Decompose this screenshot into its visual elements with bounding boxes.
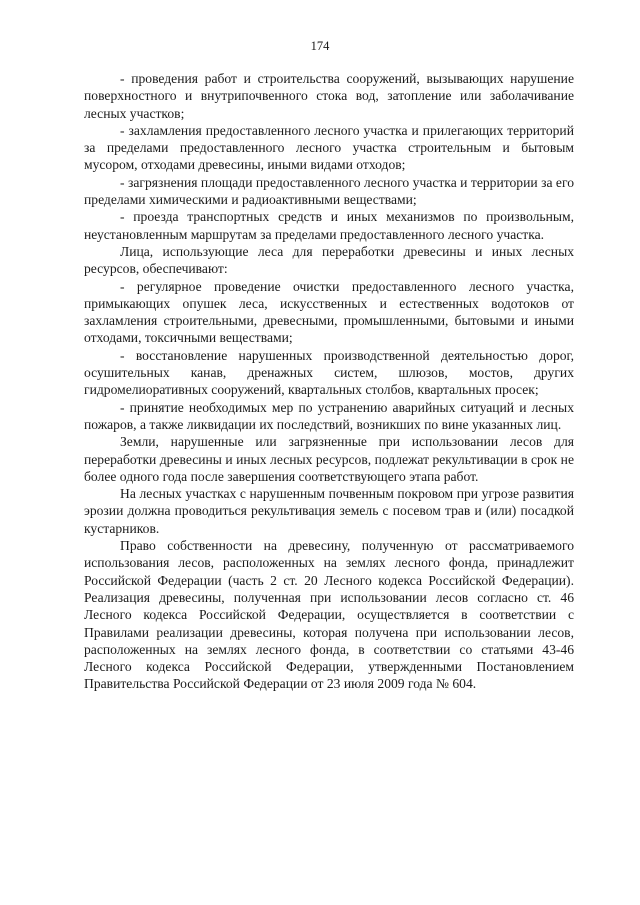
paragraph-item-pollution: - загрязнения площади предоставленного лесного участка и территории за его пределами химическими и радиоактивными веществами; <box>84 174 574 208</box>
paragraph-land-recultivation: Земли, нарушенные или загрязненные при использовании лесов для переработки древесины и иных лесных ресурсов, подлежат рекультивации в срок не более одного года после завершения соответствующего этапа работ. <box>84 434 574 484</box>
paragraph-erosion: На лесных участках с нарушенным почвенным покровом при угрозе развития эрозии должна проводиться рекультивация земель с посевом трав и (или) посадкой кустарников. <box>84 486 574 536</box>
document-body <box>84 70 574 693</box>
paragraph-item-littering: - захламления предоставленного лесного участка и прилегающих территорий за пределами предоставленного лесного участка строительным и бытовым мусором, отходами древесины, иными видами отходов; <box>84 122 574 173</box>
paragraph-item-vehicle-passage: - проезда транспортных средств и иных механизмов по произвольным, неустановленным маршрутам за пределами предоставленного лесного участка. <box>84 209 574 242</box>
paragraph-item-construction: - проведения работ и строительства сооружений, вызывающих нарушение поверхностного и внутрипочвенного стока вод, затопление или заболачивание лесных участков; <box>84 71 574 121</box>
paragraph-timber-ownership: Право собственности на древесину, полученную от рассматриваемого использования лесов, расположенных на землях лесного фонда, принадлежит Российской Федерации (часть 2 ст. 20 Лесного кодекса Российской Федерации). Реализация древесины, полученная при использовании лесов согласно ст. 46 Лесного кодекса Российской Федерации, осуществляется в соответствии с Правилами реализации древесины, которая получена при использовании лесов, расположенных на землях лесного фонда, в соответствии со статьями 43-46 Лесного кодекса Российской Федерации, утвержденными Постановлением Правительства Российской Федерации от 23 июля 2009 года № 604. <box>84 538 574 692</box>
paragraph-item-emergency-measures: - принятие необходимых мер по устранению аварийных ситуаций и лесных пожаров, а также ликвидации их последствий, возникших по вине указанных лиц. <box>84 399 574 432</box>
paragraph-obligations-intro: Лица, использующие леса для переработки древесины и иных лесных ресурсов, обеспечивают: <box>84 243 574 277</box>
page-number: 174 <box>310 39 330 53</box>
paragraph-item-restoration: - восстановление нарушенных производственной деятельностью дорог, осушительных канав, дренажных систем, шлюзов, мостов, других гидромелиоративных сооружений, квартальных столбов, квартальных просек; <box>84 347 574 398</box>
paragraph-item-cleaning: - регулярное проведение очистки предоставленного лесного участка, примыкающих опушек леса, искусственных и естественных водотоков от захламления строительными, древесными, промышленными, бытовыми и иными отходами, токсичными веществами; <box>84 278 574 346</box>
